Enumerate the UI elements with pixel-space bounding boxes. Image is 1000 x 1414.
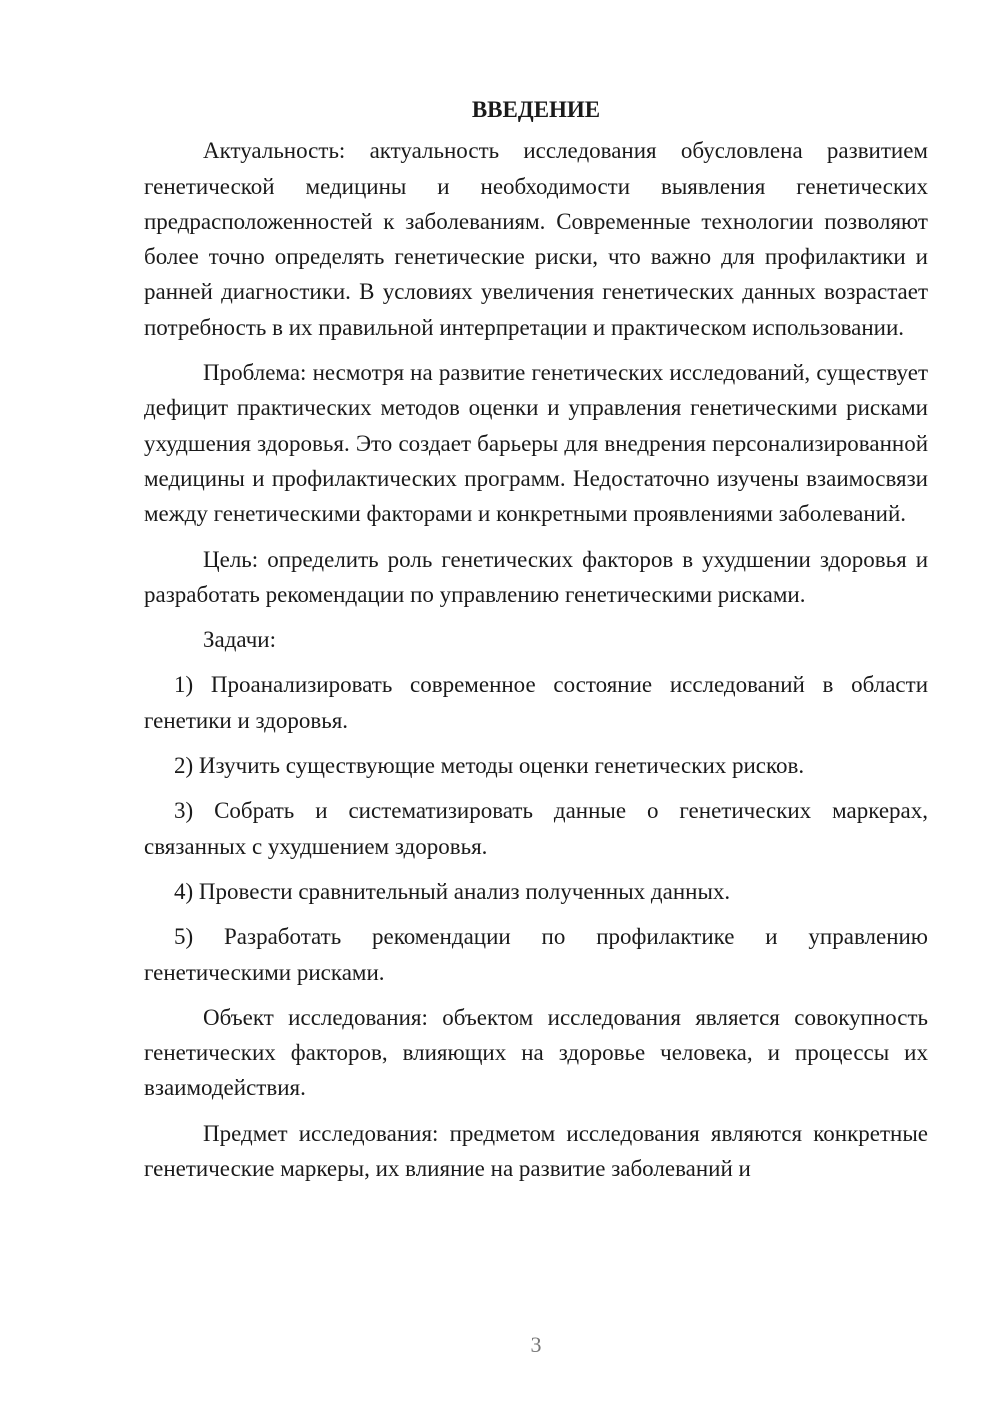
section-heading: ВВЕДЕНИЕ: [471, 97, 601, 122]
page-number: 3: [530, 1332, 542, 1357]
task-item-2: 2) Изучить существующие методы оценки генетических рисков.: [174, 753, 805, 779]
task-item-5: 5) Разработать рекомендации по профилактике и управлению генетическими рисками.: [144, 924, 928, 985]
tasks-label: Задачи:: [203, 627, 276, 653]
document-body: [144, 92, 928, 1196]
problem-paragraph: Проблема: несмотря на развитие генетических исследований, существует дефицит практических методов оценки и управления генетическими рисками ухудшения здоровья. Это создает барьеры для внедрения персонализированной медицины и профилактических программ. Недостаточно изучены взаимосвязи между генетическими факторами и конкретными проявлениями заболеваний.: [144, 360, 928, 527]
goal-paragraph: Цель: определить роль генетических факторов в ухудшении здоровья и разработать рекомендации по управлению генетическими рисками.: [144, 546, 928, 607]
task-item-4: 4) Провести сравнительный анализ полученных данных.: [174, 878, 731, 904]
task-item-3: 3) Собрать и систематизировать данные о генетических маркерах, связанных с ухудшением здоровья.: [144, 798, 928, 859]
relevance-paragraph: Актуальность: актуальность исследования обусловлена развитием генетической медицины и необходимости выявления генетических предрасположенностей к заболеваниям. Современные технологии позволяют более точно определять генетические риски, что важно для профилактики и ранней диагностики. В условиях увеличения генетических данных возрастает потребность в их правильной интерпретации и практическом использовании.: [144, 138, 928, 340]
research-object-paragraph: Объект исследования: объектом исследования является совокупность генетических факторов, влияющих на здоровье человека, и процессы их взаимодействия.: [144, 1004, 928, 1101]
task-item-1: 1) Проанализировать современное состояние исследований в области генетики и здоровья.: [144, 672, 928, 733]
research-subject-paragraph: Предмет исследования: предметом исследования являются конкретные генетические маркеры, их влияние на развитие заболеваний и: [144, 1120, 928, 1182]
